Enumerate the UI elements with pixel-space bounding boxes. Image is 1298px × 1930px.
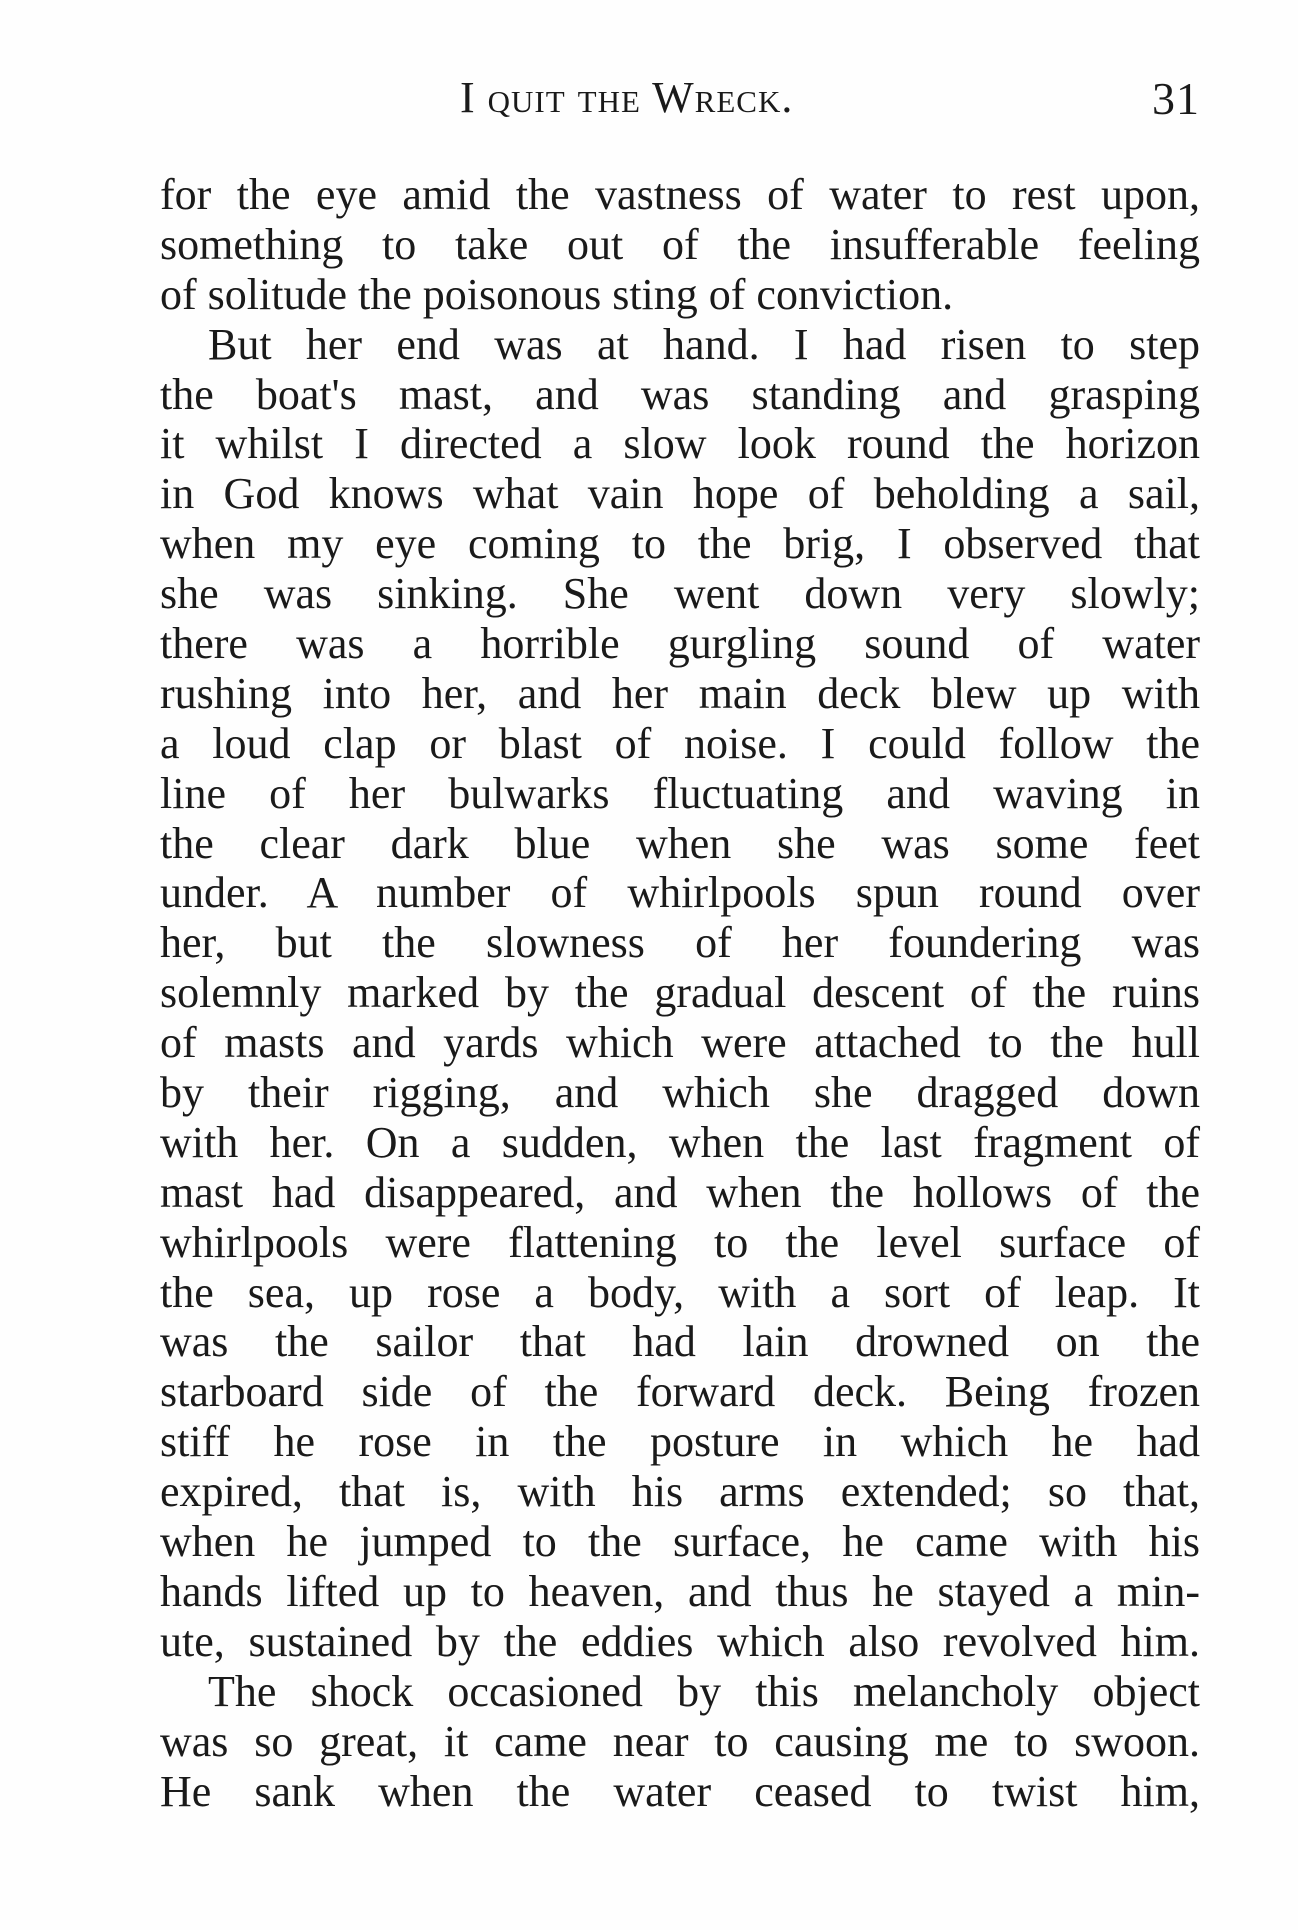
text-line: when my eye coming to the brig, I observed that xyxy=(160,519,1200,569)
text-line: whirlpools were flattening to the level surface of xyxy=(160,1217,1200,1267)
text-line: expired, that is, with his arms extended; so that, xyxy=(160,1467,1200,1517)
text-line: there was a horrible gurgling sound of water xyxy=(160,619,1200,669)
text-line: in God knows what vain hope of beholding a sail, xyxy=(160,469,1200,519)
text-line: she was sinking. She went down very slowly; xyxy=(160,569,1200,619)
text-line: starboard side of the forward deck. Being frozen xyxy=(160,1367,1200,1417)
page-header xyxy=(160,72,1200,132)
text-line: hands lifted up to heaven, and thus he stayed a min- xyxy=(160,1566,1200,1616)
text-line: stiff he rose in the posture in which he had xyxy=(160,1417,1200,1467)
text-line: with her. On a sudden, when the last fragment of xyxy=(160,1117,1200,1167)
text-line: a loud clap or blast of noise. I could follow the xyxy=(160,718,1200,768)
text-line: when he jumped to the surface, he came with his xyxy=(160,1517,1200,1567)
text-line: solemnly marked by the gradual descent of the ruins xyxy=(160,968,1200,1018)
text-line: The shock occasioned by this melancholy object xyxy=(208,1666,1200,1716)
text-line: by their rigging, and which she dragged down xyxy=(160,1068,1200,1118)
page-number: 31 xyxy=(1152,73,1200,124)
text-line: was the sailor that had lain drowned on the xyxy=(160,1317,1200,1367)
text-line: the clear dark blue when she was some feet xyxy=(160,818,1200,868)
text-line: for the eye amid the vastness of water to rest upon, xyxy=(160,170,1200,219)
text-line: her, but the slowness of her foundering was xyxy=(160,918,1200,968)
text-line: He sank when the water ceased to twist him, xyxy=(160,1766,1200,1816)
text-line: mast had disappeared, and when the hollows of the xyxy=(160,1167,1200,1217)
text-line: under. A number of whirlpools spun round over xyxy=(160,868,1200,918)
text-line: line of her bulwarks fluctuating and waving in xyxy=(160,768,1200,818)
text-line: But her end was at hand. I had risen to step xyxy=(208,319,1200,369)
text-line: ute, sustained by the eddies which also revolved him. xyxy=(160,1616,1200,1666)
running-title: I quit the Wreck. xyxy=(460,73,794,122)
text-line: the sea, up rose a body, with a sort of leap. It xyxy=(160,1267,1200,1317)
text-line: the boat's mast, and was standing and grasping xyxy=(160,369,1200,419)
body-text xyxy=(160,170,1200,1816)
text-line: something to take out of the insufferable feeling xyxy=(160,219,1200,269)
text-line: of solitude the poisonous sting of conviction. xyxy=(160,269,954,319)
text-line: was so great, it came near to causing me to swoon. xyxy=(160,1716,1200,1766)
text-line: it whilst I directed a slow look round the horizon xyxy=(160,419,1200,469)
text-line: rushing into her, and her main deck blew up with xyxy=(160,668,1200,718)
text-line: of masts and yards which were attached to the hull xyxy=(160,1018,1200,1068)
